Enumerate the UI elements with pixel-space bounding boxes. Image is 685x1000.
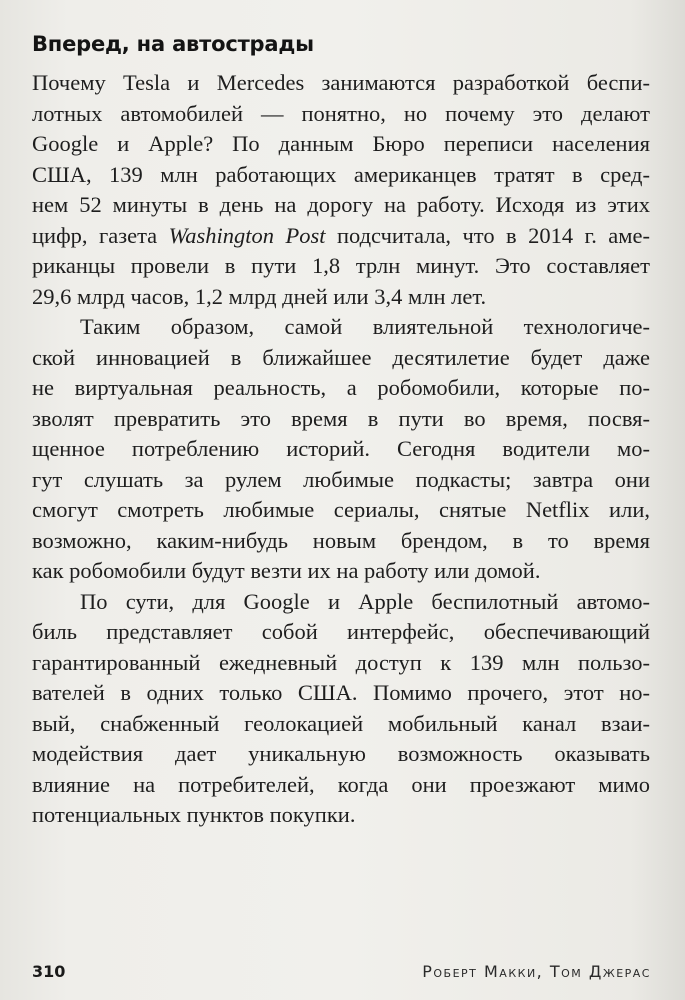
text-line: модействия дает уникальную возможность оказывать — [32, 741, 650, 766]
text-line: не виртуальная реальность, а робомобили, которые по- — [32, 375, 650, 400]
text-line: возможно, каким-нибудь новым брендом, в то время — [32, 527, 650, 553]
text-line: как робомобили будут везти их на работу или домой. — [32, 558, 541, 583]
text-line: Почему Tesla и Mercedes занимаются разработкой беспи- — [32, 70, 650, 95]
text-line: 29,6 млрд часов, 1,2 млрд дней или 3,4 млн лет. — [32, 283, 487, 309]
newspaper-title: Washington Post — [168, 222, 326, 248]
running-footer-author: Роберт Макки, Том Джерас — [422, 962, 651, 981]
page-number: 310 — [32, 962, 66, 981]
text-line: вый, снабженный геолокацией мобильный канал взаи- — [32, 710, 650, 736]
text-line: влияние на потребителей, когда они проезжают мимо — [32, 771, 650, 797]
text-line: ской инновацией в ближайшее десятилетие будет даже — [32, 344, 650, 370]
text-line: зволят превратить это время в пути во время, посвя- — [32, 405, 650, 431]
paragraph-1 — [32, 68, 650, 312]
text-line: лотных автомобилей — понятно, но почему это делают — [32, 100, 650, 126]
text-line: США, 139 млн работающих американцев тратят в сред- — [32, 161, 650, 187]
text-line: биль представляет собой интерфейс, обеспечивающий — [32, 619, 650, 644]
paragraph-2 — [32, 312, 650, 587]
text-segment: цифр, газета — [32, 222, 169, 248]
section-heading: Вперед, на автострады — [32, 32, 314, 56]
text-line: гарантированный ежедневный доступ к 139 млн пользо- — [32, 649, 650, 675]
paragraph-3 — [32, 587, 650, 831]
text-line: риканцы провели в пути 1,8 трлн минут. Это составляет — [32, 253, 650, 278]
text-segment: подсчитала, что в 2014 г. аме- — [325, 222, 650, 248]
body-text — [32, 68, 650, 831]
text-line: потенциальных пунктов покупки. — [32, 802, 356, 827]
text-line: вателей в одних только США. Помимо прочего, этот но- — [32, 680, 650, 705]
text-line: нем 52 минуты в день на дорогу на работу. Исходя из этих — [32, 192, 650, 217]
text-line: гут слушать за рулем любимые подкасты; завтра они — [32, 466, 650, 492]
text-line: По сути, для Google и Apple беспилотный автомо- — [80, 588, 650, 614]
text-line: смогут смотреть любимые сериалы, снятые Netflix или, — [32, 497, 650, 522]
text-line: щенное потреблению историй. Сегодня водители мо- — [32, 436, 650, 461]
text-line: Таким образом, самой влиятельной технологиче- — [80, 314, 650, 339]
text-line: Google и Apple? По данным Бюро переписи населения — [32, 131, 650, 156]
text-line-with-italic — [32, 221, 650, 252]
